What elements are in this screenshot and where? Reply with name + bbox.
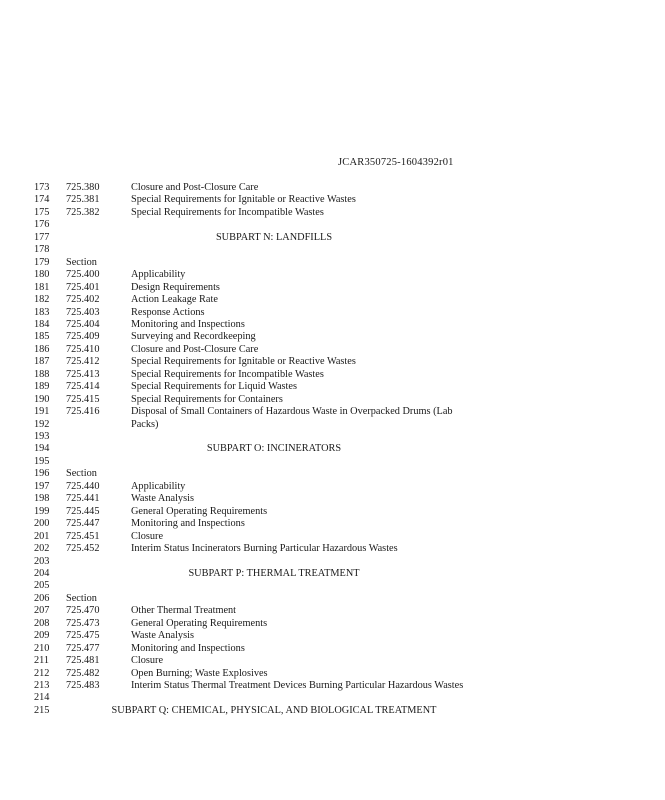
line-number: 177: [34, 231, 50, 243]
section-title: Surveying and Recordkeeping: [131, 331, 256, 343]
document-line: [0, 456, 665, 469]
section-title: Closure: [131, 655, 164, 667]
section-number: 725.441: [66, 493, 100, 505]
document-line: [0, 394, 665, 407]
document-line: [0, 381, 665, 394]
section-number: 725.401: [66, 281, 100, 293]
section-number: 725.482: [66, 667, 100, 679]
document-line: [0, 692, 665, 705]
line-number: 203: [34, 555, 50, 567]
document-line: [0, 356, 665, 369]
line-number: 191: [34, 406, 50, 418]
section-number: 725.475: [66, 630, 100, 642]
section-number: 725.477: [66, 642, 100, 654]
document-line: [0, 518, 665, 531]
section-title: Closure and Post-Closure Care: [131, 343, 259, 355]
section-title: Applicability: [131, 269, 186, 281]
document-line: [0, 443, 665, 456]
document-line: [0, 618, 665, 631]
document-line: [0, 344, 665, 357]
section-title: Special Requirements for Ignitable or Reactive Wastes: [131, 194, 356, 206]
section-number: 725.414: [66, 381, 100, 393]
section-title: Applicability: [131, 480, 186, 492]
line-number: 181: [34, 281, 50, 293]
section-title: Special Requirements for Ignitable or Reactive Wastes: [131, 356, 356, 368]
section-number: 725.481: [66, 655, 100, 667]
document-line: [0, 643, 665, 656]
line-number: 178: [34, 244, 50, 256]
document-line: [0, 182, 665, 195]
line-number: 210: [34, 642, 50, 654]
line-number: 209: [34, 630, 50, 642]
section-number: Section: [66, 468, 97, 480]
subpart-heading: SUBPART P: THERMAL TREATMENT: [188, 567, 360, 579]
line-number: 186: [34, 343, 50, 355]
document-line: [0, 668, 665, 681]
document-line: [0, 531, 665, 544]
section-number: Section: [66, 592, 97, 604]
section-number: Section: [66, 256, 97, 268]
document-line: [0, 244, 665, 257]
document-line: [0, 369, 665, 382]
section-number: 725.380: [66, 182, 100, 193]
line-number: 196: [34, 468, 50, 480]
section-title: Monitoring and Inspections: [131, 642, 245, 654]
line-number: 173: [34, 182, 50, 193]
line-number: 188: [34, 368, 50, 380]
document-line: [0, 294, 665, 307]
line-number: 185: [34, 331, 50, 343]
section-number: 725.400: [66, 269, 100, 281]
section-number: 725.416: [66, 406, 100, 418]
section-title: Special Requirements for Incompatible Wastes: [131, 206, 324, 218]
section-number: 725.473: [66, 617, 100, 629]
line-number: 199: [34, 505, 50, 517]
document-line: [0, 282, 665, 295]
section-title: Packs): [131, 418, 159, 430]
section-title: Other Thermal Treatment: [131, 605, 237, 617]
line-number: 195: [34, 455, 50, 467]
section-number: 725.483: [66, 680, 100, 691]
document-line: [0, 680, 665, 693]
subpart-heading: SUBPART O: INCINERATORS: [206, 443, 342, 455]
line-number: 213: [34, 680, 50, 691]
section-number: 725.410: [66, 343, 100, 355]
line-number: 208: [34, 617, 50, 629]
section-title: General Operating Requirements: [131, 617, 268, 629]
section-number: 725.404: [66, 318, 100, 330]
line-number: 180: [34, 269, 50, 281]
line-number: 194: [34, 443, 50, 455]
section-number: 725.403: [66, 306, 100, 318]
document-line: [0, 630, 665, 643]
line-number: 197: [34, 480, 50, 492]
line-number: 214: [34, 692, 50, 704]
document-line: [0, 431, 665, 444]
document-line: [0, 207, 665, 220]
line-number: 207: [34, 605, 50, 617]
document-line: [0, 257, 665, 270]
document-line: [0, 556, 665, 569]
section-number: 725.470: [66, 605, 100, 617]
document-line: [0, 543, 665, 556]
document-line: [0, 194, 665, 207]
line-number: 204: [34, 567, 50, 579]
section-title: Monitoring and Inspections: [131, 518, 245, 530]
line-number: 212: [34, 667, 50, 679]
line-number: 193: [34, 431, 50, 442]
section-title: General Operating Requirements: [131, 505, 268, 517]
section-title: Action Leakage Rate: [131, 294, 218, 306]
line-number: 192: [34, 418, 50, 430]
section-number: 725.412: [66, 356, 100, 368]
document-line: [0, 468, 665, 481]
document-line: [0, 481, 665, 494]
section-title: Waste Analysis: [131, 630, 194, 642]
line-number: 189: [34, 381, 50, 393]
line-number: 211: [34, 655, 50, 667]
section-title: Response Actions: [131, 306, 205, 318]
document-line: [0, 269, 665, 282]
document-line: [0, 506, 665, 519]
line-number: 179: [34, 256, 50, 268]
document-line: [0, 406, 665, 419]
line-number: 184: [34, 318, 50, 330]
document-line: [0, 219, 665, 232]
section-title: Interim Status Thermal Treatment Devices Burning Particular Hazardous Wastes: [131, 680, 464, 691]
subpart-heading: SUBPART Q: CHEMICAL, PHYSICAL, AND BIOLOGICAL TREATMENT: [111, 704, 437, 716]
line-number: 174: [34, 194, 50, 206]
document-line: [0, 593, 665, 606]
document-line: [0, 605, 665, 618]
section-title: Closure: [131, 530, 164, 542]
section-title: Disposal of Small Containers of Hazardous Waste in Overpacked Drums (Lab: [131, 406, 453, 418]
section-number: 725.452: [66, 543, 100, 555]
section-number: 725.382: [66, 206, 100, 218]
line-number: 175: [34, 206, 50, 218]
line-number: 187: [34, 356, 50, 368]
section-title: Design Requirements: [131, 281, 220, 293]
document-line: [0, 307, 665, 320]
line-number: 176: [34, 219, 50, 231]
section-number: 725.445: [66, 505, 100, 517]
section-number: 725.413: [66, 368, 100, 380]
document-line: [0, 319, 665, 332]
document-line: [0, 705, 665, 718]
line-number: 206: [34, 592, 50, 604]
line-number: 202: [34, 543, 50, 555]
line-number: 205: [34, 580, 50, 592]
document-line: [0, 419, 665, 432]
subpart-heading: SUBPART N: LANDFILLS: [215, 231, 333, 243]
line-number: 183: [34, 306, 50, 318]
line-number: 201: [34, 530, 50, 542]
section-title: Open Burning; Waste Explosives: [131, 667, 268, 679]
section-title: Special Requirements for Incompatible Wastes: [131, 368, 324, 380]
line-number: 215: [34, 704, 50, 716]
section-title: Special Requirements for Liquid Wastes: [131, 381, 297, 393]
section-number: 725.447: [66, 518, 100, 530]
section-number: 725.402: [66, 294, 100, 306]
section-number: 725.381: [66, 194, 100, 206]
line-number: 182: [34, 294, 50, 306]
document-line: [0, 493, 665, 506]
section-title: Special Requirements for Containers: [131, 393, 283, 405]
document-line: [0, 655, 665, 668]
section-number: 725.415: [66, 393, 100, 405]
section-title: Waste Analysis: [131, 493, 194, 505]
document-line: [0, 232, 665, 245]
section-title: Closure and Post-Closure Care: [131, 182, 259, 193]
section-number: 725.451: [66, 530, 100, 542]
header-code: JCAR350725-1604392r01: [338, 157, 454, 168]
line-number: 200: [34, 518, 50, 530]
line-number: 198: [34, 493, 50, 505]
document-line: [0, 331, 665, 344]
section-title: Interim Status Incinerators Burning Particular Hazardous Wastes: [131, 543, 398, 555]
section-number: 725.440: [66, 480, 100, 492]
document-line: [0, 568, 665, 581]
document-line: [0, 580, 665, 593]
section-title: Monitoring and Inspections: [131, 318, 245, 330]
section-number: 725.409: [66, 331, 100, 343]
line-number: 190: [34, 393, 50, 405]
